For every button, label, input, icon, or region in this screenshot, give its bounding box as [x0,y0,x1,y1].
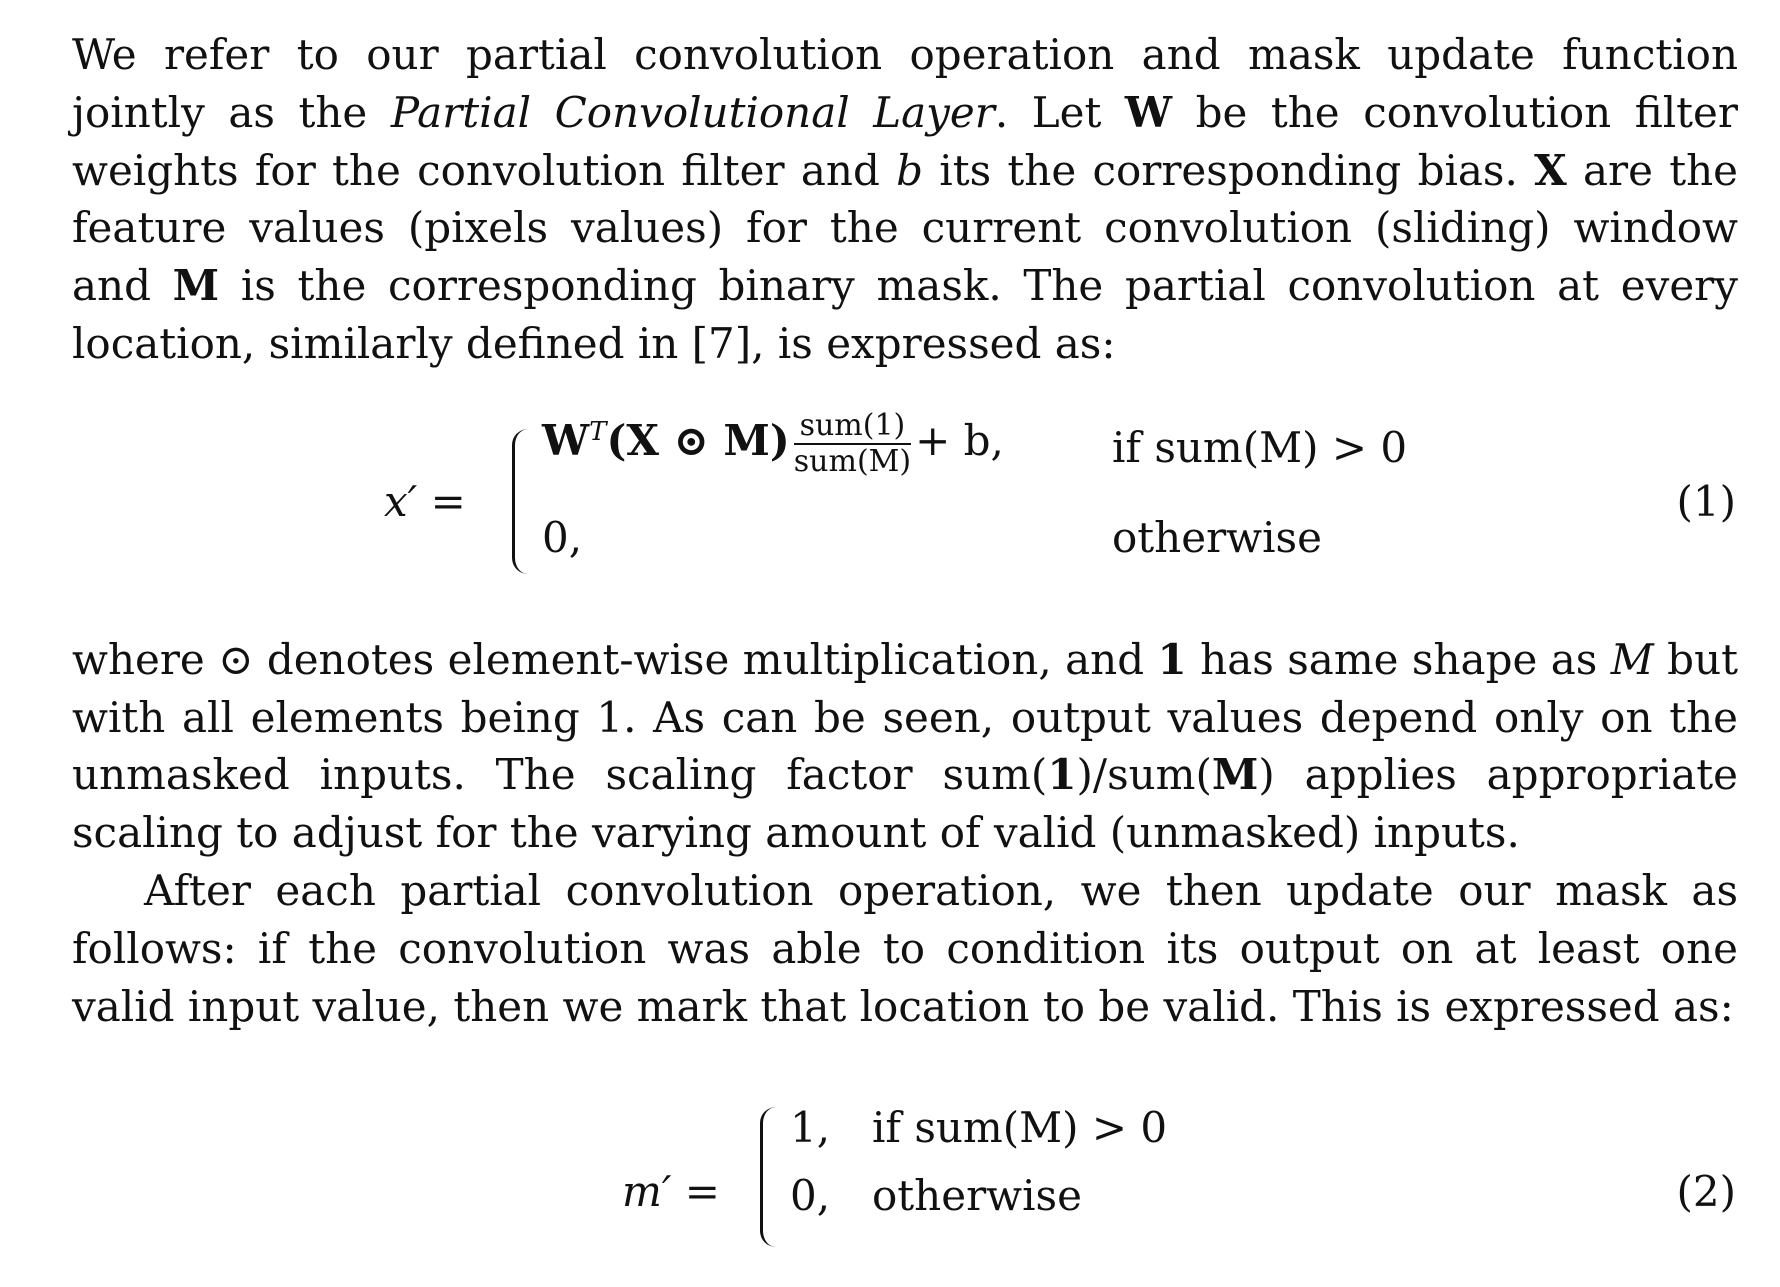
symbol-m: M [1211,750,1259,800]
term-italic: Partial Convolutional Layer [390,87,995,137]
equation-2-number: (2) [1676,1167,1736,1217]
symbol-b: b [896,145,924,195]
equation-2-lhs: m′ = [622,1167,720,1217]
symbol-w: W [1124,87,1173,137]
text-run: where ⊙ denotes element-wise multiplication, and [72,634,1158,684]
symbol-one: 1 [1047,750,1077,800]
equation-2 [72,1057,1738,1287]
equation-1-case-1-condition: if sum(M) > 0 [1112,422,1408,472]
text-run: its the corresponding bias. [923,145,1535,195]
equation-1-number: (1) [1676,476,1736,526]
equation-2-case-2-expr: 0, [790,1171,831,1221]
equation-2-case-1-condition: if sum(M) > 0 [872,1103,1168,1153]
text-run: is the corresponding binary mask. The partial convolution at every location, similarly defined in [7], is expressed as: [72,261,1738,368]
text-run: . Let [994,87,1125,137]
symbol-x: X [1534,145,1567,195]
page-content [72,26,1738,1287]
equation-1-case-2-condition: otherwise [1112,512,1322,562]
text-run: ) applies appropriate scaling to adjust for the varying amount of valid (unmasked) inputs. [72,750,1738,858]
text-run: but with all elements being 1. As can be seen, output values depend only on the unmasked inputs. The scaling factor sum( [72,634,1738,800]
text-run: )/sum( [1076,750,1212,800]
text-run: be the convolution filter weights for the convolution filter and [72,87,1738,195]
equation-1-fraction: $\frac{\text{sum(1)}}{\text{sum(M)}}$ [793,407,912,479]
equation-1-case-1-expr: $W^T(X$ ⊙ M) $\frac{\text{sum(1)}}{\text{sum(M)}}$ + b, [542,407,1004,479]
symbol-m: M [172,261,220,311]
equation-1-lhs: x′ = [384,476,466,526]
text-run: has same shape as [1186,634,1611,684]
paragraph-intro [72,26,1738,373]
paragraph-explanation [72,631,1738,862]
text-run: are the feature values (pixels values) for the current convolution (sliding) window and [72,145,1738,311]
paragraph-mask-update: After each partial convolution operation, we then update our mask as follows: if the convolution was able to condition its output on at least one valid input value, then we mark that location to be valid. This is expressed as: [72,865,1738,1031]
equation-2-brace [760,1107,785,1247]
equation-2-case-1-expr: 1, [790,1103,831,1153]
text-run: We refer to our partial convolution operation and mask update function jointly as the [72,30,1738,137]
equation-1-brace [512,429,537,574]
equation-1-case-2-expr: 0, [542,512,583,562]
equation-1 [72,381,1738,631]
symbol-m-italic: M [1610,634,1654,684]
symbol-one: 1 [1157,634,1187,684]
equation-2-case-2-condition: otherwise [872,1171,1082,1221]
